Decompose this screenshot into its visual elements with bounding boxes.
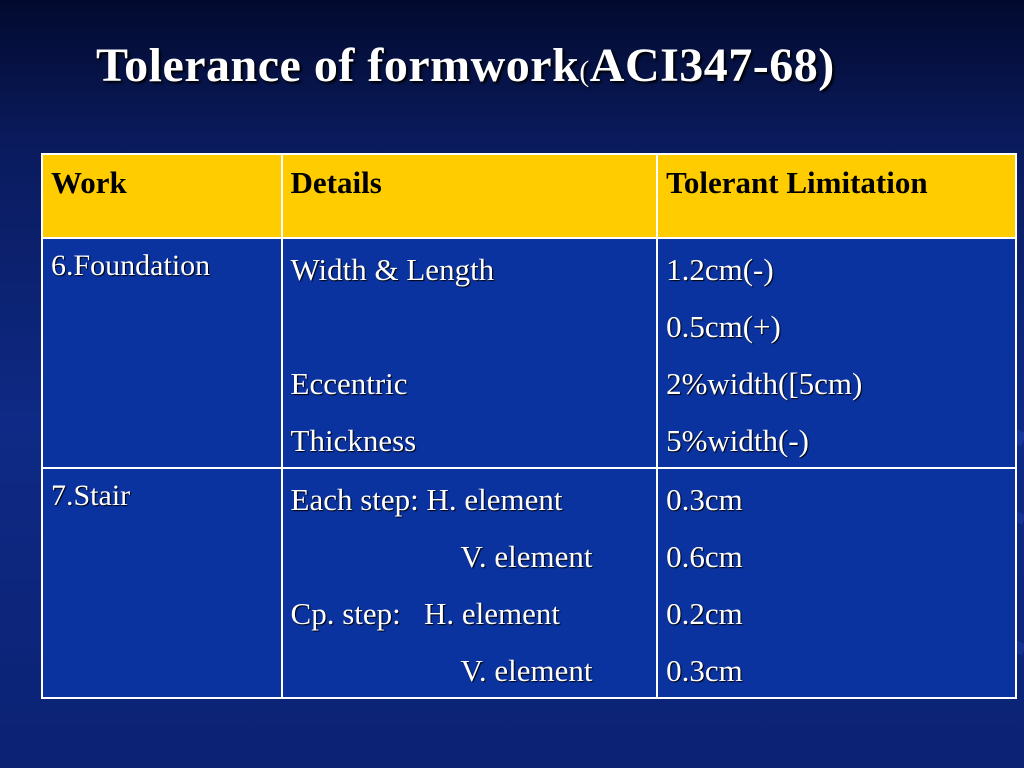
table-row-foundation [42, 238, 1016, 468]
limit-line: 2%width([5cm) [666, 366, 863, 401]
detail-line-blank [291, 310, 649, 367]
limit-cell [657, 238, 1016, 468]
header-tolerant-limitation: Tolerant Limitation [657, 154, 1016, 238]
limit-line: 0.3cm [666, 482, 743, 517]
detail-line: Eccentric [290, 366, 408, 401]
tolerance-table [41, 153, 1017, 699]
limit-line: 0.2cm [666, 596, 743, 631]
detail-line: Thickness [290, 423, 417, 458]
detail-line: V. element [460, 653, 593, 688]
title-open-paren: ( [579, 55, 590, 88]
work-cell: 6.Foundation [42, 238, 282, 468]
header-details: Details [282, 154, 658, 238]
details-cell [282, 238, 658, 468]
limit-cell [657, 468, 1016, 698]
table-header-row [42, 154, 1016, 238]
table-row-stair [42, 468, 1016, 698]
work-cell: 7.Stair [42, 468, 282, 698]
limit-line: 0.3cm [666, 653, 743, 688]
limit-line: 1.2cm(-) [666, 252, 774, 287]
limit-line: 0.5cm(+) [666, 309, 781, 344]
limit-line: 5%width(-) [666, 423, 809, 458]
detail-line: Width & Length [290, 252, 495, 287]
title-code: ACI347-68) [589, 39, 835, 92]
details-cell [282, 468, 658, 698]
header-work: Work [42, 154, 282, 238]
detail-line: V. element [460, 539, 593, 574]
limit-line: 0.6cm [666, 539, 743, 574]
detail-line: Each step: H. element [290, 482, 563, 517]
title-main: Tolerance of formwork [96, 39, 580, 92]
detail-line: Cp. step: H. element [290, 596, 560, 631]
slide-title [96, 38, 835, 93]
